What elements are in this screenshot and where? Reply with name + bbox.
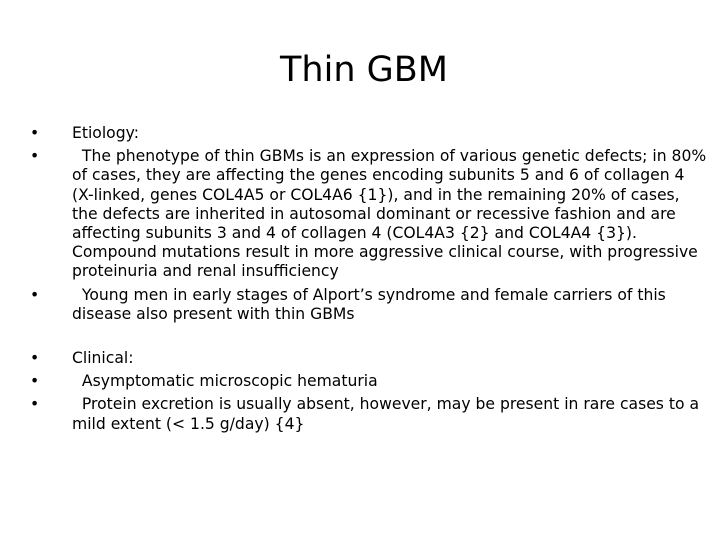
bullet-icon: • bbox=[30, 147, 40, 166]
bullet-text: Young men in early stages of Alport’s syndrome and female carriers of this disease also present with thin GBMs bbox=[72, 285, 671, 323]
bullet-text: Etiology: bbox=[72, 124, 139, 142]
bullet-etiology-heading bbox=[30, 124, 710, 143]
slide-title: Thin GBM bbox=[280, 50, 448, 90]
bullet-text: The phenotype of thin GBMs is an expression of various genetic defects; in 80% of cases, they are affecting the genes encoding subunits 5 and 6 of collagen 4 (X-linked, genes COL4A5 or COL4A6 {1}), and in the remaining 20% of cases, the defects are inherited in autosomal dominant or recessive fashion and are affecting subunits 3 and 4 of collagen 4 (COL4A3 {2} and COL4A4 {3}). Compound mutations result in more aggressive clinical course, with progressive proteinuria and renal insufficiency bbox=[72, 147, 712, 281]
bullet-phenotype bbox=[30, 147, 710, 281]
bullet-icon: • bbox=[30, 285, 40, 304]
bullet-text: Asymptomatic microscopic hematuria bbox=[72, 372, 378, 391]
bullet-icon: • bbox=[30, 349, 40, 368]
bullet-protein-excretion bbox=[30, 395, 710, 433]
bullet-icon: • bbox=[30, 124, 40, 142]
bullet-icon: • bbox=[30, 395, 40, 414]
bullet-young-men bbox=[30, 286, 710, 324]
bullet-hematuria bbox=[30, 372, 710, 391]
bullet-icon: • bbox=[30, 372, 40, 391]
bullet-text: Clinical: bbox=[72, 349, 134, 368]
bullet-clinical-heading bbox=[30, 349, 710, 368]
bullet-text: Protein excretion is usually absent, however, may be present in rare cases to a mild extent (< 1.5 g/day) {4} bbox=[72, 395, 705, 433]
bullet-list bbox=[30, 124, 710, 438]
